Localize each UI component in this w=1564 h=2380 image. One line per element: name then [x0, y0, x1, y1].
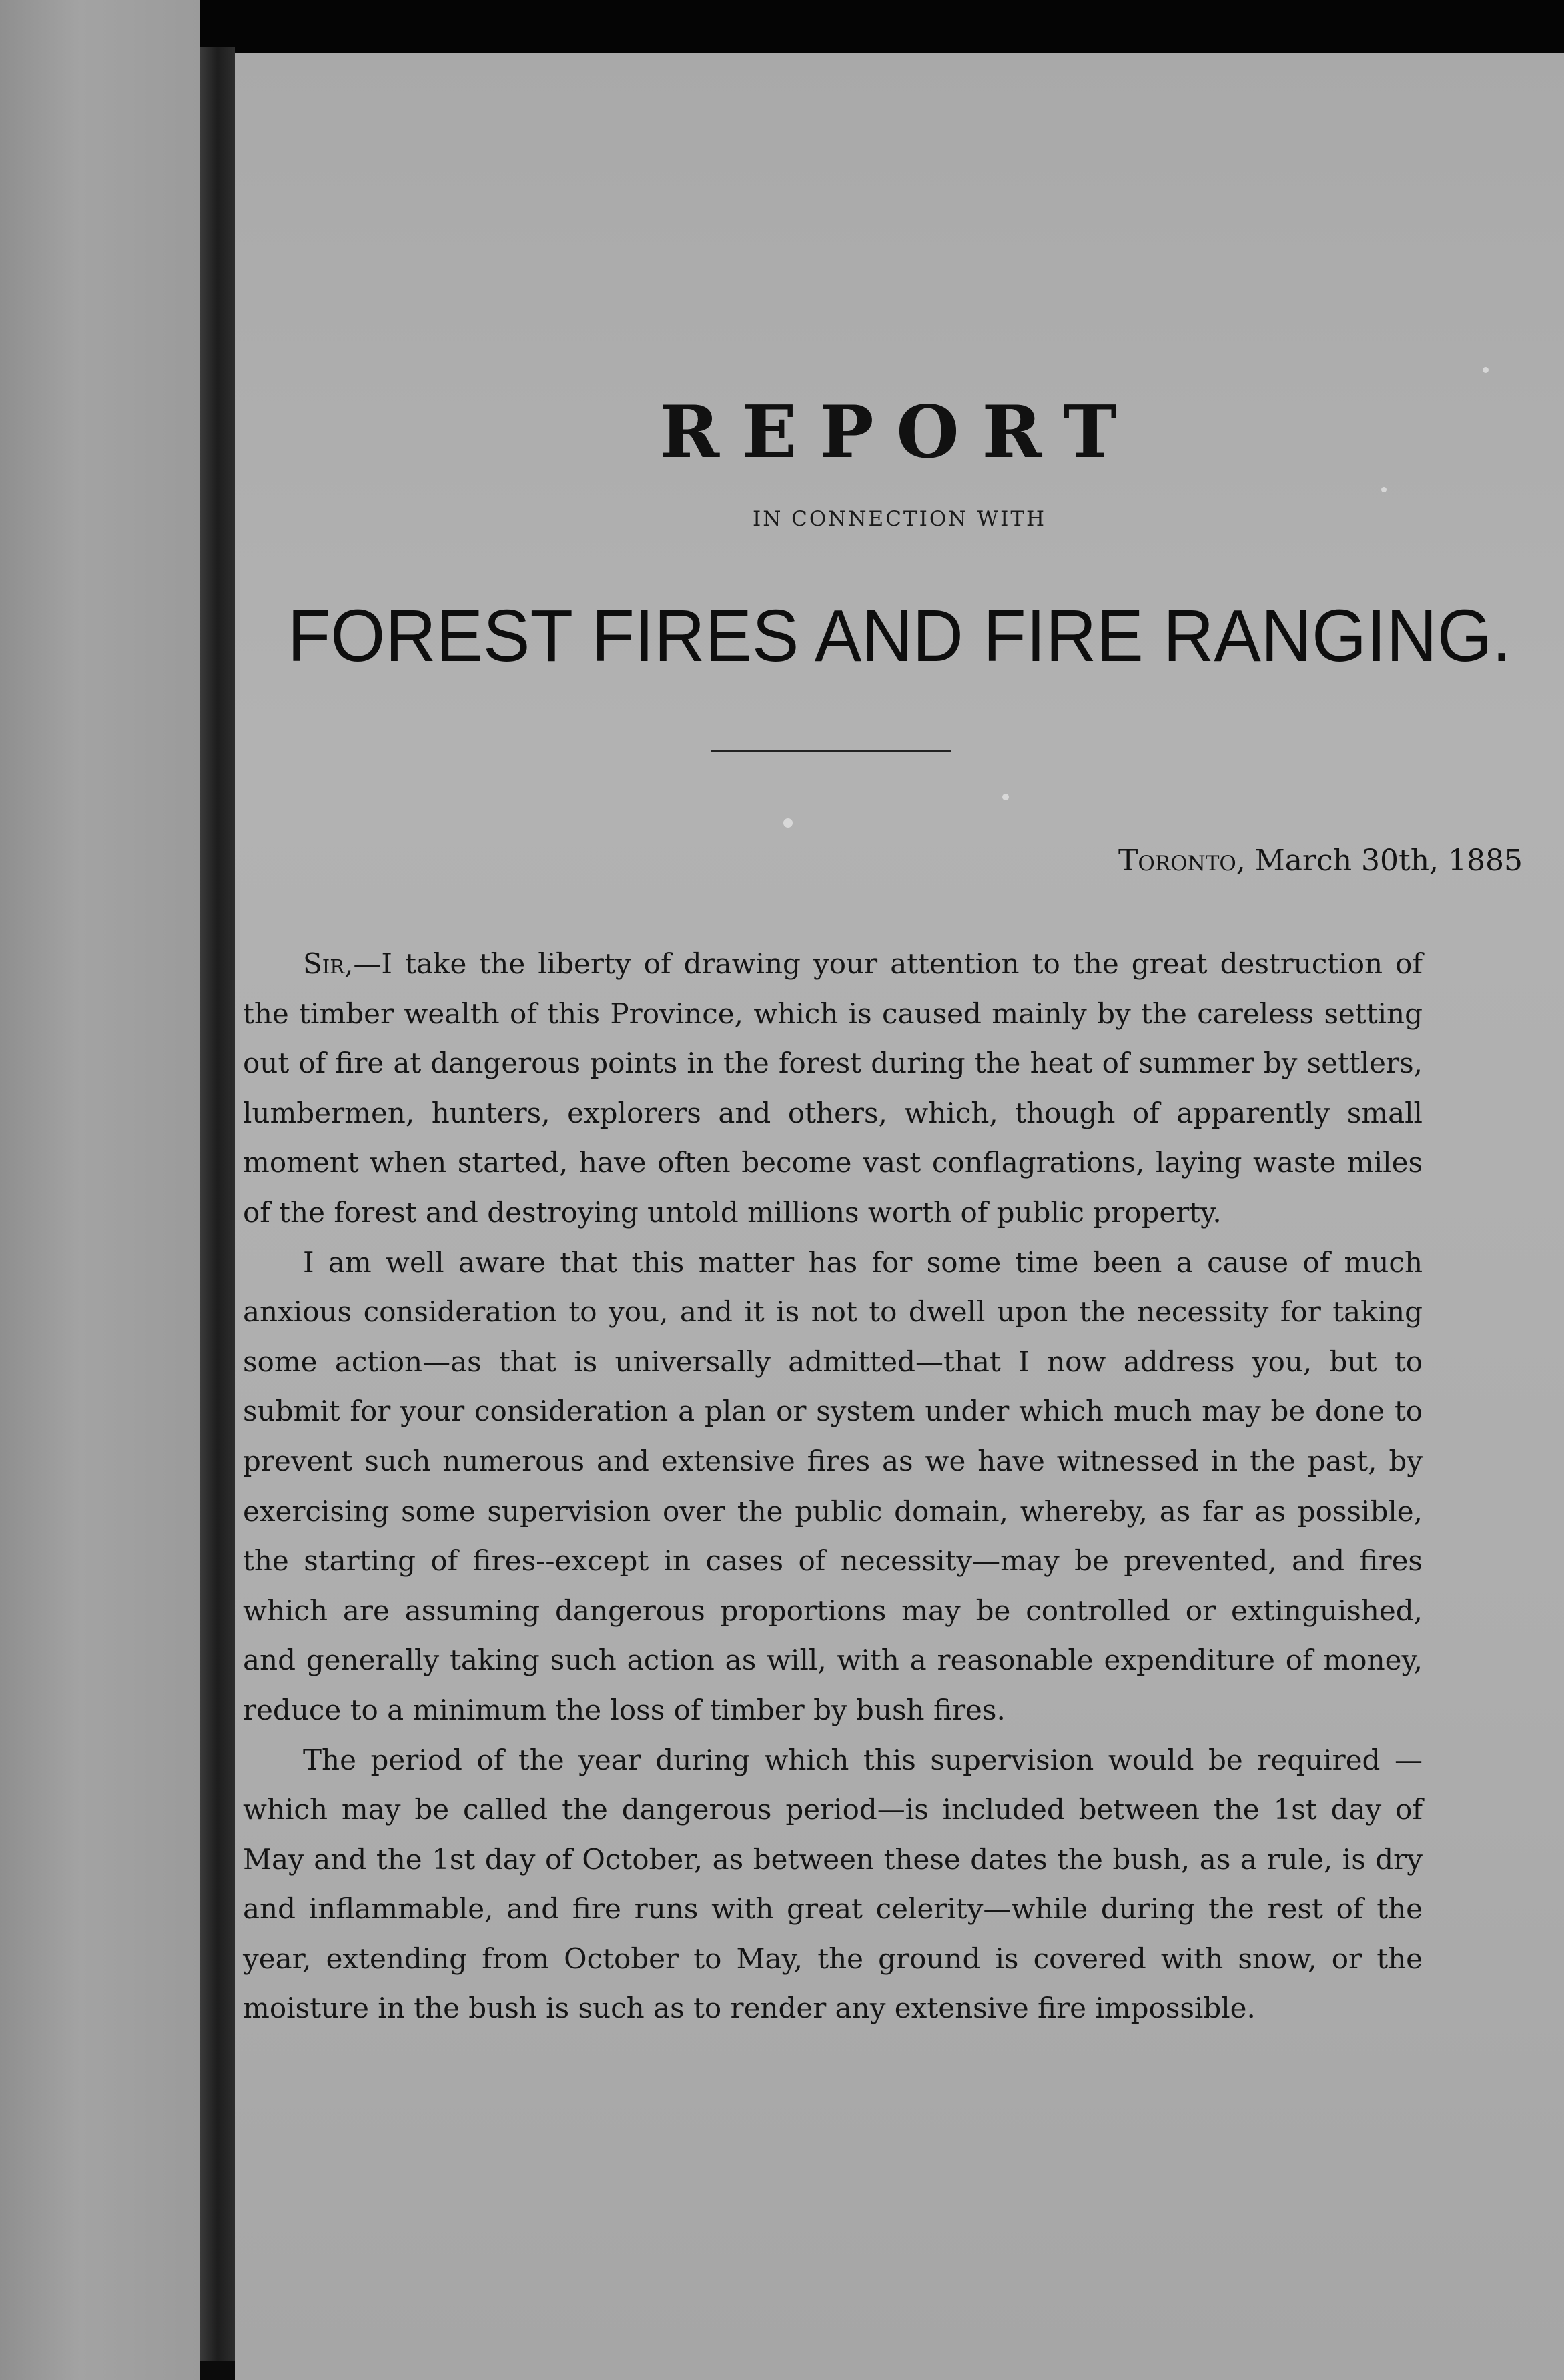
binding-gutter — [200, 47, 235, 2361]
salutation: Sir — [303, 947, 345, 980]
report-heading: REPORT — [659, 390, 1140, 474]
paragraph: The period of the year during which this supervision would be required —which may be called the dangerous period—is included between the 1st day of May and the 1st day of October, as between these dates the bush, as a rule, is dry and inflammable, and fire runs with great celerity—while during the rest of the year, extending from October to May, the ground is covered with snow, or the moisture in the bush is such as to render any extensive fire impossible. — [243, 1743, 1423, 2025]
scan-speck — [1381, 487, 1387, 492]
scan-speck — [1483, 367, 1489, 373]
title-divider — [711, 750, 951, 752]
scan-speck — [783, 818, 793, 828]
report-title: FOREST FIRES AND FIRE RANGING. — [287, 595, 1512, 677]
dateline-date: , March 30th, 1885 — [1236, 844, 1523, 878]
adjacent-page-edge — [0, 0, 200, 2380]
letter-body — [243, 939, 1423, 2034]
paragraph: I am well aware that this matter has for some time been a cause of much anxious consideration to you, and it is not to dwell upon the necessity for taking some action—as that is universally admitted—that I now address you, but to submit for your consideration a plan or system under which much may be done to prevent such numerous and extensive fires as we have witnessed in the past, by exercising some supervision over the public domain, whereby, as far as possible, the starting of fires--except in cases of necessity—may be prevented, and fires which are assuming dangerous proportions may be controlled or extinguished, and generally taking such action as will, with a reasonable expenditure of money, reduce to a minimum the loss of timber by bush fires. — [243, 1245, 1423, 1726]
dateline-place: Toronto — [1118, 844, 1236, 878]
document-page — [235, 53, 1564, 2380]
paragraph — [243, 939, 1423, 1238]
report-subheading: IN CONNECTION WITH — [752, 507, 1047, 531]
dateline — [935, 844, 1523, 878]
scan-speck — [1002, 794, 1009, 800]
paragraph-text: ,—I take the liberty of drawing your attention to the great destruction of the timber wealth of this Province, which is caused mainly by the careless setting out of fire at dangerous points in the forest during the heat of summer by settlers, lumbermen, hunters, explorers and others, which, though of apparently small moment when started, have often become vast conflagrations, laying waste miles of the forest and destroying untold millions worth of public property. — [243, 947, 1423, 1229]
scan-border — [200, 0, 1564, 61]
